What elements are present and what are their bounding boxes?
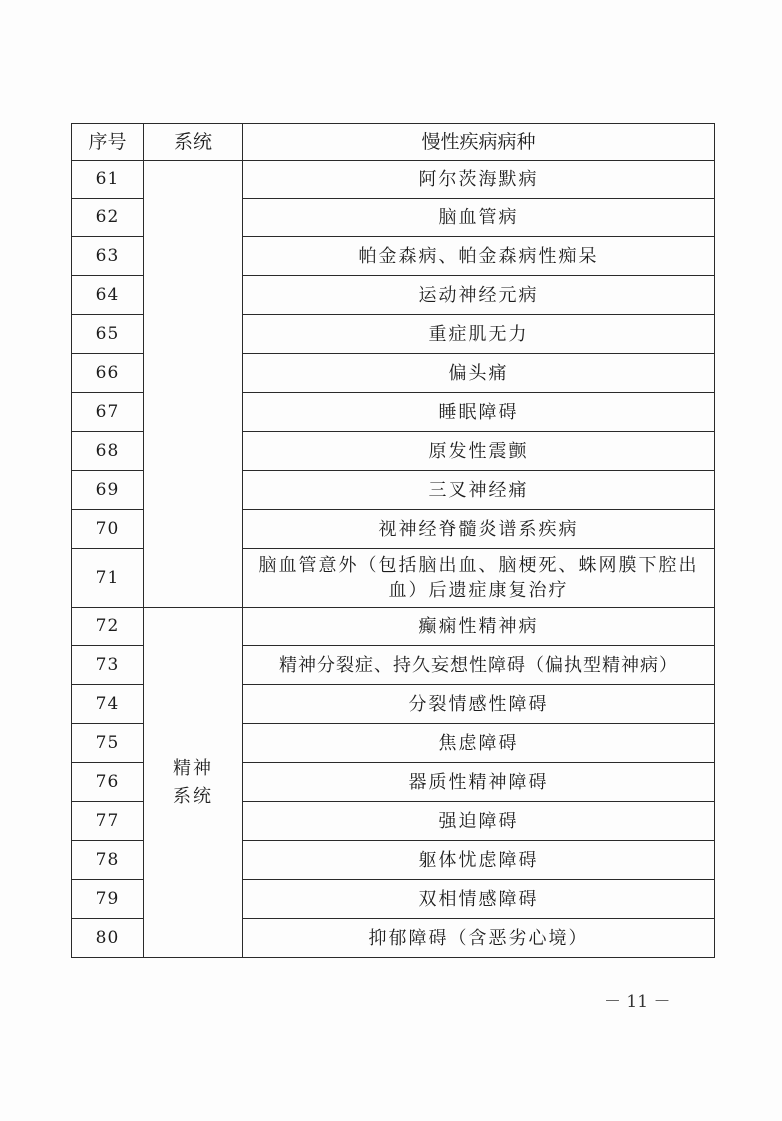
disease-name: 睡眠障碍 <box>243 393 715 432</box>
row-number: 76 <box>72 763 144 802</box>
disease-name: 重症肌无力 <box>243 315 715 354</box>
row-number: 68 <box>72 432 144 471</box>
row-number: 69 <box>72 471 144 510</box>
row-number: 63 <box>72 237 144 276</box>
header-system: 系统 <box>144 124 243 161</box>
row-number: 62 <box>72 199 144 237</box>
system-cell-psychiatry <box>144 608 243 958</box>
disease-name: 阿尔茨海默病 <box>243 161 715 199</box>
row-number: 65 <box>72 315 144 354</box>
disease-name: 分裂情感性障碍 <box>243 685 715 724</box>
row-number: 80 <box>72 919 144 958</box>
row-number: 74 <box>72 685 144 724</box>
row-number: 61 <box>72 161 144 199</box>
row-number: 67 <box>72 393 144 432</box>
row-number: 75 <box>72 724 144 763</box>
row-number: 77 <box>72 802 144 841</box>
disease-name: 视神经脊髓炎谱系疾病 <box>243 510 715 549</box>
system-label: 精神 系统 <box>173 757 213 807</box>
disease-name: 脑血管病 <box>243 199 715 237</box>
table-row <box>72 161 715 199</box>
disease-name: 偏头痛 <box>243 354 715 393</box>
row-number: 64 <box>72 276 144 315</box>
row-number: 71 <box>72 549 144 608</box>
disease-name: 癫痫性精神病 <box>243 608 715 646</box>
disease-name: 脑血管意外（包括脑出血、脑梗死、蛛网膜下腔出血）后遗症康复治疗 <box>243 549 715 608</box>
disease-table <box>71 123 715 958</box>
header-disease: 慢性疾病病种 <box>243 124 715 161</box>
disease-name: 焦虑障碍 <box>243 724 715 763</box>
row-number: 73 <box>72 646 144 685</box>
header-number: 序号 <box>72 124 144 161</box>
disease-name: 帕金森病、帕金森病性痴呆 <box>243 237 715 276</box>
disease-name: 抑郁障碍（含恶劣心境） <box>243 919 715 958</box>
disease-name: 双相情感障碍 <box>243 880 715 919</box>
disease-name: 强迫障碍 <box>243 802 715 841</box>
row-number: 78 <box>72 841 144 880</box>
row-number: 72 <box>72 608 144 646</box>
disease-name: 躯体忧虑障碍 <box>243 841 715 880</box>
disease-name: 三叉神经痛 <box>243 471 715 510</box>
disease-name: 精神分裂症、持久妄想性障碍（偏执型精神病） <box>243 646 715 685</box>
disease-name: 运动神经元病 <box>243 276 715 315</box>
system-cell-neurology <box>144 161 243 608</box>
table-row <box>72 608 715 646</box>
page-number: － 11 － <box>604 992 671 1012</box>
table-header-row <box>72 124 715 161</box>
disease-name: 原发性震颤 <box>243 432 715 471</box>
disease-name: 器质性精神障碍 <box>243 763 715 802</box>
row-number: 79 <box>72 880 144 919</box>
row-number: 66 <box>72 354 144 393</box>
row-number: 70 <box>72 510 144 549</box>
